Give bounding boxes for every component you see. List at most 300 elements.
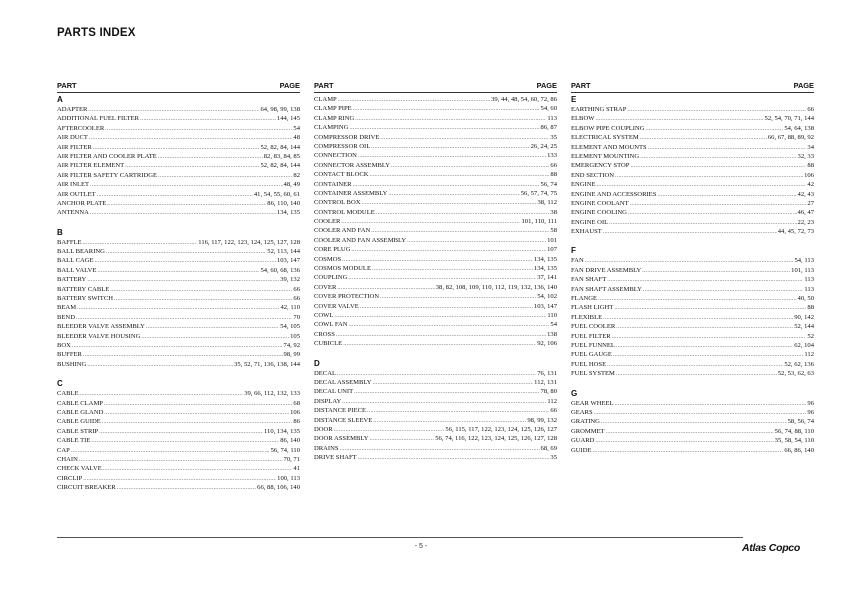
index-entry xyxy=(57,483,300,492)
index-column-3 xyxy=(571,81,814,455)
index-entry xyxy=(57,285,300,294)
index-entry xyxy=(57,417,300,426)
index-entry xyxy=(57,190,300,199)
page-refs: 74, 92 xyxy=(283,341,300,349)
page-refs: 88 xyxy=(807,162,814,170)
index-entry xyxy=(571,256,814,265)
index-entry xyxy=(571,399,814,408)
index-entry xyxy=(314,161,557,170)
page-refs: 113 xyxy=(547,114,557,122)
part-name: BUFFER xyxy=(57,351,82,359)
part-name: CABLE GLAND xyxy=(57,408,104,416)
index-entry xyxy=(57,266,300,275)
part-name: ENGINE OIL xyxy=(571,218,609,226)
part-name: FUEL SYSTEM xyxy=(571,370,615,378)
page-refs: 54, 105 xyxy=(280,323,300,331)
index-entry xyxy=(57,133,300,142)
index-column-2 xyxy=(314,81,557,462)
index-entry xyxy=(571,199,814,208)
page-refs: 52, 62, 136 xyxy=(784,360,814,368)
index-entry xyxy=(314,320,557,329)
part-name: AIR OUTLET xyxy=(57,190,96,198)
part-name: BAFFLE xyxy=(57,238,82,246)
index-entry xyxy=(314,406,557,415)
index-entry xyxy=(57,247,300,256)
index-entry xyxy=(314,397,557,406)
part-name: BEND xyxy=(57,313,75,321)
index-entry xyxy=(571,322,814,331)
section-letter: A xyxy=(57,95,63,104)
index-entry xyxy=(571,227,814,236)
page-heading: PAGE xyxy=(279,81,300,90)
page-refs: 133 xyxy=(547,152,557,160)
index-section xyxy=(571,95,814,236)
part-name: AIR FILTER AND COOLER PLATE xyxy=(57,152,157,160)
page-refs: 98, 99 xyxy=(283,351,300,359)
part-name: DOOR xyxy=(314,425,333,433)
page-refs: 48 xyxy=(293,134,300,142)
index-entry xyxy=(314,208,557,217)
page-refs: 70 xyxy=(293,313,300,321)
page-refs: 86, 110, 140 xyxy=(267,199,300,207)
part-name: BATTERY SWITCH xyxy=(57,295,113,303)
index-entry xyxy=(314,330,557,339)
index-entry xyxy=(571,208,814,217)
index-entry xyxy=(57,114,300,123)
part-name: ANCHOR PLATE xyxy=(57,199,107,207)
index-entry xyxy=(571,303,814,312)
part-name: FUEL FUNNEL xyxy=(571,341,615,349)
part-name: FAN DRIVE ASSEMBLY xyxy=(571,266,642,274)
page-refs: 32, 33 xyxy=(797,152,814,160)
index-entry xyxy=(57,161,300,170)
page-refs: 52, 82, 84, 144 xyxy=(260,162,300,170)
part-name: DRAINS xyxy=(314,444,339,452)
part-name: DECAL xyxy=(314,369,336,377)
page-refs: 98, 99, 132 xyxy=(527,416,557,424)
part-name: COOLER AND FAN ASSEMBLY xyxy=(314,236,407,244)
index-section xyxy=(57,379,300,492)
section-letter: F xyxy=(571,246,576,256)
part-name: CHAIN xyxy=(57,455,78,463)
part-name: CABLE xyxy=(57,390,79,398)
dot-leader xyxy=(616,369,777,379)
page-refs: 54, 113 xyxy=(794,257,814,265)
part-name: EMERGENCY STOP xyxy=(571,162,630,170)
index-entry xyxy=(571,133,814,142)
page-refs: 56, 74, 110 xyxy=(270,446,300,454)
column-header xyxy=(314,81,557,93)
dot-leader xyxy=(117,483,256,493)
page-refs: 106 xyxy=(804,171,814,179)
index-entry xyxy=(57,152,300,161)
index-entry xyxy=(571,190,814,199)
part-name: CONNECTOR ASSEMBLY xyxy=(314,161,390,169)
page-refs: 113 xyxy=(804,285,814,293)
part-name: AIR FILTER xyxy=(57,143,92,151)
part-name: EARTHING STRAP xyxy=(571,106,627,113)
page-refs: 62, 104 xyxy=(794,341,814,349)
page-refs: 66, 86, 140 xyxy=(784,446,814,454)
index-section xyxy=(314,95,557,349)
part-name: ELECTRICAL SYSTEM xyxy=(571,134,639,142)
page-refs: 66 xyxy=(550,161,557,169)
page-refs: 86, 87 xyxy=(540,124,557,132)
index-entry xyxy=(314,425,557,434)
page-refs: 92, 106 xyxy=(537,340,557,348)
index-entry xyxy=(314,236,557,245)
atlas-copco-logo: Atlas Copco xyxy=(742,542,800,554)
index-entry xyxy=(571,161,814,170)
index-entry xyxy=(57,436,300,445)
index-entry xyxy=(314,226,557,235)
index-entry xyxy=(571,114,814,123)
page-refs: 82, 83, 84, 85 xyxy=(263,152,300,160)
part-name: FUEL GAUGE xyxy=(571,351,612,359)
part-name: CABLE STRIP xyxy=(57,427,99,435)
page-refs: 42, 110 xyxy=(280,304,300,312)
page-refs: 96 xyxy=(807,399,814,407)
index-entry xyxy=(314,416,557,425)
part-name: GEARS xyxy=(571,408,593,416)
index-entry xyxy=(314,378,557,387)
index-entry xyxy=(571,408,814,417)
part-name: COUPLING xyxy=(314,274,348,282)
index-entry xyxy=(314,311,557,320)
page-refs: 58 xyxy=(550,227,557,235)
part-name: ELEMENT AND MOUNTS xyxy=(571,143,647,151)
part-name: GUARD xyxy=(571,437,595,445)
index-entry xyxy=(314,198,557,207)
page-refs: 40, 50 xyxy=(797,295,814,303)
page-refs: 138 xyxy=(547,330,557,338)
section-letter: B xyxy=(57,227,63,237)
page-refs: 46, 47 xyxy=(797,209,814,217)
page-heading: PAGE xyxy=(793,81,814,90)
index-entry xyxy=(314,217,557,226)
index-entry xyxy=(571,360,814,369)
part-name: BATTERY xyxy=(57,276,87,284)
part-name: BALL BEARING xyxy=(57,248,105,256)
index-entry xyxy=(314,189,557,198)
page-refs: 110, 134, 135 xyxy=(263,427,300,435)
index-entry xyxy=(57,275,300,284)
index-entry xyxy=(571,427,814,436)
index-entry xyxy=(57,408,300,417)
page-refs: 112, 131 xyxy=(534,378,557,386)
index-entry xyxy=(57,256,300,265)
page-refs: 54 xyxy=(293,124,300,132)
page-refs: 38, 82, 108, 109, 110, 112, 119, 132, 136, 140 xyxy=(435,283,557,291)
part-name: CLAMP xyxy=(314,96,337,103)
part-name: FUEL HOSE xyxy=(571,360,607,368)
part-name: ENGINE AND ACCESSORIES xyxy=(571,190,657,198)
page-refs: 101, 113 xyxy=(791,266,814,274)
dot-leader xyxy=(603,227,777,237)
page-refs: 56, 74, 88, 110 xyxy=(774,427,814,435)
part-name: BALL VALVE xyxy=(57,266,97,274)
index-entry xyxy=(57,455,300,464)
page-refs: 56, 74, 116, 122, 123, 124, 125, 126, 127, 128 xyxy=(435,435,557,443)
page-refs: 64, 98, 99, 138 xyxy=(260,106,300,113)
page-refs: 56, 115, 117, 122, 123, 124, 125, 126, 127 xyxy=(445,425,557,433)
page-refs: 134, 135 xyxy=(276,209,300,217)
page-refs: 37, 141 xyxy=(537,274,557,282)
index-entry xyxy=(314,453,557,462)
page-refs: 35, 58, 54, 110 xyxy=(774,437,814,445)
index-entry xyxy=(571,332,814,341)
part-name: CABLE CLAMP xyxy=(57,399,103,407)
page-refs: 66 xyxy=(293,295,300,303)
part-name: ENGINE COOLANT xyxy=(571,199,629,207)
index-entry xyxy=(571,294,814,303)
part-name: FLASH LIGHT xyxy=(571,304,614,312)
index-section xyxy=(571,389,814,455)
page-refs: 34 xyxy=(807,143,814,151)
page-refs: 88 xyxy=(807,304,814,312)
page-refs: 58, 56, 74 xyxy=(787,418,814,426)
index-entry xyxy=(57,105,300,114)
section-letter: E xyxy=(571,95,577,104)
part-name: ADDITIONAL FUEL FILTER xyxy=(57,115,140,123)
index-entry xyxy=(314,273,557,282)
page-refs: 90, 142 xyxy=(794,313,814,321)
index-entry xyxy=(314,95,557,104)
page-refs: 96 xyxy=(807,408,814,416)
page-refs: 35 xyxy=(550,454,557,462)
part-name: GUIDE xyxy=(571,446,592,454)
page-refs: 116, 117, 122, 123, 124, 125, 127, 128 xyxy=(198,238,300,246)
part-name: ELEMENT MOUNTING xyxy=(571,152,640,160)
index-entry xyxy=(57,399,300,408)
index-entry xyxy=(571,313,814,322)
part-name: CABLE GUIDE xyxy=(57,418,101,426)
part-name: COWL FAN xyxy=(314,321,348,329)
index-entry xyxy=(314,133,557,142)
part-name: FUEL COOLER xyxy=(571,323,616,331)
page-refs: 35 xyxy=(550,133,557,141)
part-name: ENGINE COOLING xyxy=(571,209,627,217)
part-name: DISTANCE SLEEVE xyxy=(314,416,373,424)
index-entry xyxy=(57,171,300,180)
part-name: CORE PLUG xyxy=(314,246,351,254)
part-name: AIR FILTER SAFETY CARTRIDGE xyxy=(57,171,158,179)
page-refs: 110 xyxy=(547,311,557,319)
index-entry xyxy=(57,332,300,341)
column-header xyxy=(57,81,300,93)
index-section xyxy=(571,246,814,378)
index-entry xyxy=(571,285,814,294)
index-entry xyxy=(314,170,557,179)
index-entry xyxy=(57,474,300,483)
part-name: CIRCLIP xyxy=(57,474,83,482)
index-entry xyxy=(57,427,300,436)
page-number: - 5 - xyxy=(414,543,428,550)
part-name: ELBOW xyxy=(571,115,595,123)
index-entry xyxy=(57,208,300,217)
column-header xyxy=(571,81,814,93)
page-refs: 107 xyxy=(547,246,557,254)
part-name: AIR DUCT xyxy=(57,134,88,142)
index-entry xyxy=(57,341,300,350)
part-name: CABLE TIE xyxy=(57,437,91,445)
page-refs: 52 xyxy=(807,332,814,340)
part-name: END SECTION xyxy=(571,171,615,179)
page-refs: 66 xyxy=(293,285,300,293)
part-name: EXHAUST xyxy=(571,228,602,236)
page-refs: 105 xyxy=(290,332,300,340)
index-entry xyxy=(571,275,814,284)
part-name: CLAMP RING xyxy=(314,114,355,122)
index-entry xyxy=(57,143,300,152)
page-refs: 41 xyxy=(293,465,300,473)
index-entry xyxy=(57,464,300,473)
page-refs: 26, 24, 25 xyxy=(530,142,557,150)
part-name: CONTAINER ASSEMBLY xyxy=(314,189,388,197)
index-entry xyxy=(314,264,557,273)
index-entry xyxy=(571,417,814,426)
page-refs: 54, 102 xyxy=(537,293,557,301)
index-section xyxy=(57,95,300,218)
index-entry xyxy=(314,292,557,301)
index-entry xyxy=(314,114,557,123)
index-entry xyxy=(57,389,300,398)
part-name: DISPLAY xyxy=(314,397,342,405)
index-section xyxy=(57,228,300,369)
index-entry xyxy=(571,124,814,133)
index-entry xyxy=(57,313,300,322)
index-entry xyxy=(314,142,557,151)
dot-leader xyxy=(343,339,536,349)
part-name: CAP xyxy=(57,446,70,454)
index-entry xyxy=(571,350,814,359)
page-refs: 54, 60 xyxy=(540,105,557,113)
part-name: ANTENNA xyxy=(57,209,89,217)
index-entry xyxy=(571,143,814,152)
page-refs: 38 xyxy=(550,208,557,216)
page-refs: 66, 88, 106, 140 xyxy=(257,484,300,492)
page-refs: 52, 113, 144 xyxy=(267,248,300,256)
part-name: CROSS xyxy=(314,330,335,338)
part-name: CONTAINER xyxy=(314,180,352,188)
index-entry xyxy=(571,105,814,114)
index-entry xyxy=(314,123,557,132)
part-name: FLANGE xyxy=(571,295,598,303)
index-entry xyxy=(314,339,557,348)
page-refs: 48, 49 xyxy=(283,181,300,189)
index-entry xyxy=(571,180,814,189)
page-refs: 101 xyxy=(547,236,557,244)
part-name: BALL CAGE xyxy=(57,257,94,265)
index-entry xyxy=(314,387,557,396)
page-refs: 103, 147 xyxy=(276,257,300,265)
part-name: DECAL ASSEMBLY xyxy=(314,378,372,386)
part-name: COSMOS MODULE xyxy=(314,265,371,273)
part-name: FUEL FILTER xyxy=(571,332,611,340)
part-name: FLEXIBLE xyxy=(571,313,603,321)
index-entry xyxy=(57,124,300,133)
page-refs: 66 xyxy=(807,106,814,113)
part-name: FAN xyxy=(571,257,584,265)
part-name: COWL xyxy=(314,311,334,319)
page-refs: 44, 45, 72, 73 xyxy=(777,228,814,236)
index-entry xyxy=(571,341,814,350)
index-entry xyxy=(571,152,814,161)
index-entry xyxy=(57,446,300,455)
page-refs: 39, 66, 112, 132, 133 xyxy=(244,390,300,398)
page-heading: PAGE xyxy=(536,81,557,90)
part-name: CUBICLE xyxy=(314,340,343,348)
dot-leader xyxy=(358,453,550,463)
part-name: COSMOS xyxy=(314,255,342,263)
index-entry xyxy=(314,245,557,254)
part-heading: PART xyxy=(571,81,591,90)
part-heading: PART xyxy=(57,81,77,90)
index-entry xyxy=(314,151,557,160)
index-entry xyxy=(314,444,557,453)
page-refs: 35, 52, 71, 136, 138, 144 xyxy=(234,360,300,368)
page-refs: 101, 110, 111 xyxy=(521,218,557,226)
part-name: AIR INLET xyxy=(57,181,90,189)
part-name: BUSHING xyxy=(57,360,87,368)
part-name: COVER VALVE xyxy=(314,302,359,310)
page-refs: 56, 74 xyxy=(540,180,557,188)
index-entry xyxy=(571,266,814,275)
page-refs: 41, 54, 55, 60, 61 xyxy=(253,190,300,198)
index-entry xyxy=(314,255,557,264)
part-name: AIR FILTER ELEMENT xyxy=(57,162,125,170)
part-name: CLAMP PIPE xyxy=(314,105,352,113)
page-refs: 66, 67, 88, 89, 92 xyxy=(767,134,814,142)
page-refs: 82 xyxy=(293,171,300,179)
part-name: BEAM xyxy=(57,304,77,312)
page-refs: 70, 71 xyxy=(283,455,300,463)
part-name: BATTERY CABLE xyxy=(57,285,110,293)
page-refs: 52, 82, 84, 144 xyxy=(260,143,300,151)
page-refs: 66 xyxy=(550,407,557,415)
index-entry xyxy=(57,303,300,312)
page-refs: 54, 64, 138 xyxy=(784,124,814,132)
page-refs: 52, 54, 70, 71, 144 xyxy=(764,115,814,123)
index-entry xyxy=(314,283,557,292)
page-refs: 112 xyxy=(804,351,814,359)
index-entry xyxy=(314,180,557,189)
index-entry xyxy=(57,238,300,247)
page-refs: 54 xyxy=(550,321,557,329)
part-name: BLEEDER VALVE HOUSING xyxy=(57,332,141,340)
page-refs: 134, 135 xyxy=(533,265,557,273)
part-name: COOLER xyxy=(314,218,341,226)
page-refs: 42 xyxy=(807,181,814,189)
page-refs: 113 xyxy=(804,276,814,284)
page-refs: 39, 132 xyxy=(280,276,300,284)
part-name: CIRCUIT BREAKER xyxy=(57,484,116,492)
part-name: DECAL UNIT xyxy=(314,388,354,396)
index-entry xyxy=(314,369,557,378)
page-refs: 52, 144 xyxy=(794,323,814,331)
section-letter: D xyxy=(314,358,320,368)
dot-leader xyxy=(90,208,276,218)
page-refs: 56, 57, 74, 75 xyxy=(520,189,557,197)
part-name: COMPRESSOR DRIVE xyxy=(314,133,380,141)
index-entry xyxy=(57,360,300,369)
page-refs: 88 xyxy=(550,171,557,179)
index-entry xyxy=(314,302,557,311)
page-refs: 39, 44, 48, 54, 60, 72, 86 xyxy=(491,96,557,103)
part-name: GRATING xyxy=(571,418,600,426)
part-name: CONNECTION xyxy=(314,152,357,160)
index-entry xyxy=(57,199,300,208)
